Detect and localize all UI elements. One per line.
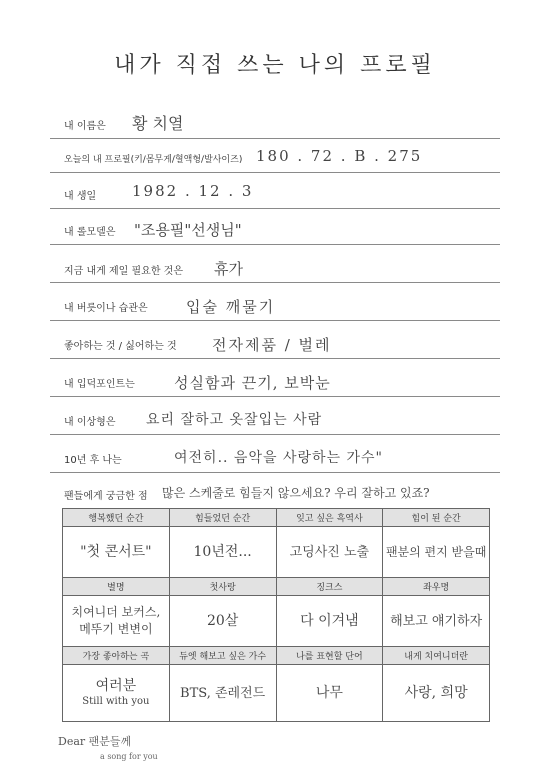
field-label-ideal-type: 내 이상형은 [64, 417, 116, 428]
field-label-need: 지금 내게 제일 필요한 것은 [64, 266, 183, 277]
grid-cell: 10년전... [169, 527, 276, 578]
grid-cell-extra: Still with you [82, 695, 150, 707]
field-answer-question: 많은 스케줄로 힘들지 않으세요? 우리 잘하고 있죠? [162, 486, 430, 500]
grid-cell [63, 665, 170, 722]
grid-cell: "첫 콘서트" [63, 527, 170, 578]
field-label-birthday: 내 생일 [64, 191, 97, 202]
grid-cell: 사랑, 희망 [383, 665, 490, 722]
grid-cell: 고딩사진 노출 [276, 527, 383, 578]
page-title: 내가 직접 쓰는 나의 프로필 [114, 53, 436, 78]
grid-cell-text: 여러분 [95, 677, 137, 694]
divider [50, 138, 500, 139]
grid-header: 첫사랑 [169, 578, 276, 596]
field-answer-charm-point: 성실함과 끈기, 보박눈 [174, 374, 331, 392]
grid-header: 힘이 된 순간 [383, 509, 490, 527]
grid-header: 징크스 [276, 578, 383, 596]
field-answer-need: 휴가 [214, 260, 243, 278]
grid-cell: 치여니더 보커스, 메뚜기 변변이 [63, 596, 170, 647]
field-label-ten-years: 10년 후 나는 [64, 455, 122, 466]
grid-cell: 20살 [169, 596, 276, 647]
grid-cell: BTS, 존레전드 [169, 665, 276, 722]
divider [50, 358, 500, 359]
grid-cell: 다 이겨냄 [276, 596, 383, 647]
handwritten-note: Dear 팬분들께 [58, 735, 132, 748]
field-answer-habit: 입술 깨물기 [186, 298, 276, 316]
divider [50, 434, 500, 435]
divider [50, 282, 500, 283]
field-answer-name: 황 치열 [132, 114, 184, 133]
field-label-habit: 내 버릇이나 습관은 [64, 303, 148, 314]
divider [50, 244, 500, 245]
field-label-role-model: 내 롤모델은 [64, 227, 116, 238]
field-label-question: 팬들에게 궁금한 점 [64, 491, 148, 502]
grid-header: 행복했던 순간 [63, 509, 170, 527]
field-label-like-dislike: 좋아하는 것 / 싫어하는 것 [64, 341, 177, 352]
field-answer-ideal-type: 요리 잘하고 옷잘입는 사람 [146, 412, 323, 428]
grid-header: 잊고 싶은 흑역사 [276, 509, 383, 527]
divider [50, 320, 500, 321]
field-answer-role-model: "조용필"선생님" [134, 221, 242, 239]
grid-header: 좌우명 [383, 578, 490, 596]
grid-cell: 팬분의 편지 받을때 [383, 527, 490, 578]
divider [50, 472, 500, 473]
field-label-charm-point: 내 입덕포인트는 [64, 379, 135, 390]
handwritten-note-sub: a song for you [100, 752, 158, 761]
grid-header: 듀엣 해보고 싶은 가수 [169, 647, 276, 665]
grid-header: 내게 치여니더란 [383, 647, 490, 665]
field-answer-ten-years: 여전히.. 음악을 사랑하는 가수" [174, 450, 383, 466]
grid-header: 나를 표현할 단어 [276, 647, 383, 665]
field-answer-like-dislike: 전자제품 / 벌레 [212, 336, 332, 354]
field-label-name: 내 이름은 [64, 121, 106, 132]
divider [50, 172, 500, 173]
grid-cell: 나무 [276, 665, 383, 722]
grid-header: 가장 좋아하는 곡 [63, 647, 170, 665]
divider [50, 396, 500, 397]
field-answer-profile: 180 . 72 . B . 275 [256, 147, 423, 165]
divider [50, 208, 500, 209]
profile-grid [62, 508, 490, 722]
grid-cell: 해보고 얘기하자 [383, 596, 490, 647]
grid-header: 별명 [63, 578, 170, 596]
field-label-profile: 오늘의 내 프로필(키/몸무게/혈액형/발사이즈) [64, 155, 243, 165]
field-answer-birthday: 1982 . 12 . 3 [132, 182, 254, 200]
grid-header: 힘들었던 순간 [169, 509, 276, 527]
